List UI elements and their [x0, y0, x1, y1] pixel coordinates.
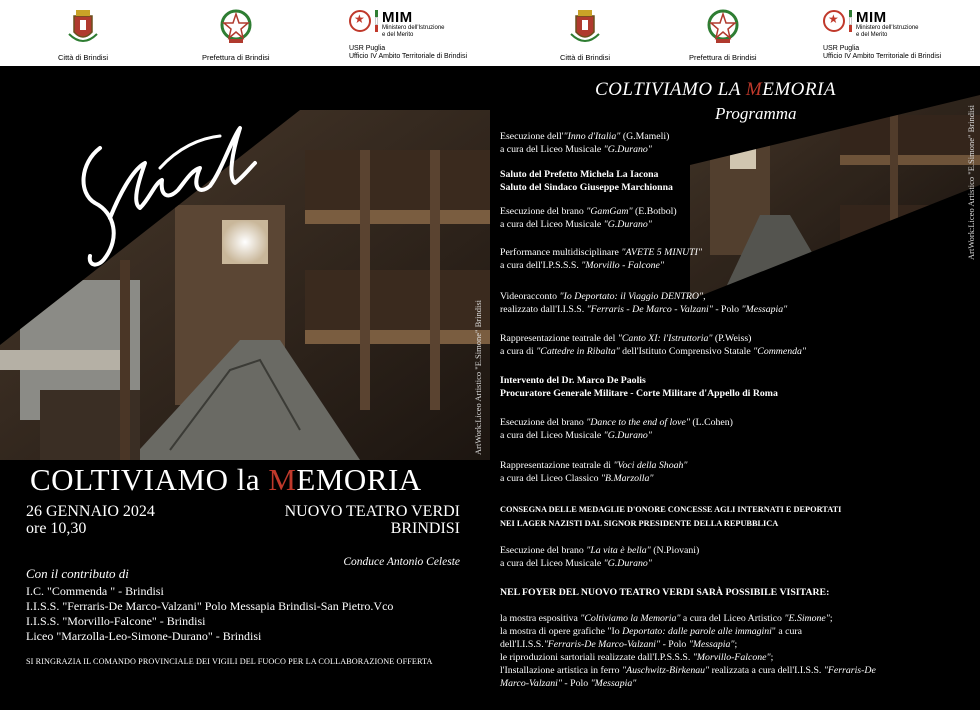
program-item: Esecuzione del brano "La vita è bella" (N.Piovani) — [500, 545, 700, 556]
logo-citta-brindisi — [560, 8, 610, 62]
program-item: Rappresentazione teatrale del "Canto XI: l'Istruttoria" (P.Weiss) — [500, 333, 752, 344]
program-item-detail: a cura di "Cattedre in Ribalta" dell'Istituto Comprensivo Statale "Commenda" — [500, 346, 807, 357]
program-item-detail: realizzato dall'I.I.S.S. "Ferraris - De Marco - Valzani" - Polo "Messapia" — [500, 304, 788, 315]
logo-caption: Prefettura di Brindisi — [689, 53, 757, 62]
program-title: COLTIVIAMO LA MEMORIA — [595, 79, 836, 100]
mim-subtitle-1: Ministero dell'Istruzione — [382, 25, 445, 31]
mim-title: MIM — [856, 9, 887, 26]
shoah-signature-logo — [60, 108, 260, 273]
foyer-heading: NEL FOYER DEL NUOVO TEATRO VERDI SARÀ POSSIBILE VISITARE: — [500, 587, 830, 598]
foyer-item: l'Installazione artistica in ferro "Auschwitz-Birkenau" realizzata a cura dell'I.I.S.S. "Ferraris-De — [500, 665, 876, 676]
program-item-detail: a cura del Liceo Classico "B.Marzolla" — [500, 473, 654, 484]
city-coat-of-arms-icon — [568, 8, 602, 46]
usr-office-2: Ufficio IV Ambito Territoriale di Brindisi — [349, 53, 468, 60]
logo-mim — [349, 10, 467, 61]
school-list — [26, 584, 393, 644]
barracks-photo-small — [690, 95, 980, 300]
event-date: 26 GENNAIO 2024 ore 10,30 — [26, 503, 155, 537]
program-item-detail: a cura del Liceo Musicale "G.Durano" — [500, 558, 652, 569]
usr-office-2: Ufficio IV Ambito Territoriale di Brindisi — [823, 53, 942, 60]
logo-mim — [823, 10, 941, 61]
list-item: Liceo "Marzolla-Leo-Simone-Durano" - Brindisi — [26, 629, 262, 643]
program-item: Esecuzione dell'"Inno d'Italia" (G.Mameli) — [500, 131, 670, 142]
usr-office-1: USR Puglia — [823, 45, 860, 52]
foyer-item: la mostra di opere grafiche "Io Deportato: dalle parole alle immagini" a cura — [500, 626, 803, 637]
program-item-detail: a cura dell'I.P.S.S.S. "Morvillo - Falcone" — [500, 260, 665, 271]
program-item: Esecuzione del brano "Dance to the end of love" (L.Cohen) — [500, 417, 733, 428]
mim-subtitle-2: e del Merito — [856, 32, 888, 38]
program-item-detail: a cura del Liceo Musicale "G.Durano" — [500, 219, 652, 230]
logo-caption: Città di Brindisi — [58, 53, 109, 62]
mim-subtitle-1: Ministero dell'Istruzione — [856, 25, 919, 31]
program-item: CONSEGNA DELLE MEDAGLIE D'ONORE CONCESSE AGLI INTERNATI E DEPORTATI — [500, 505, 842, 514]
star-emblem-icon — [349, 10, 371, 32]
program-item: Videoracconto "Io Deportato: il Viaggio DENTRO", — [500, 291, 706, 302]
program-item-detail: Saluto del Sindaco Giuseppe Marchionna — [500, 182, 673, 193]
contributors-heading: Con il contributo di — [26, 566, 129, 581]
foyer-item: Marco-Valzani" - Polo "Messapia" — [500, 678, 637, 689]
list-item: I.C. "Commenda " - Brindisi — [26, 584, 164, 598]
mim-subtitle-2: e del Merito — [382, 32, 414, 38]
usr-office-1: USR Puglia — [349, 45, 386, 52]
mim-title: MIM — [382, 9, 413, 26]
program-item: Performance multidisciplinare "AVETE 5 MINUTI" — [500, 247, 703, 258]
foyer-item: le riproduzioni sartoriali realizzate dall'I.P.S.S.S. "Morvillo-Falcone"; — [500, 652, 774, 663]
logo-prefettura — [202, 8, 270, 62]
logo-prefettura — [689, 8, 757, 62]
event-venue: NUOVO TEATRO VERDI BRINDISI — [284, 503, 460, 537]
program-item: Rappresentazione teatrale di "Voci della Shoah" — [500, 460, 688, 471]
event-title: COLTIVIAMO la MEMORIA — [30, 462, 422, 497]
artwork-credit: ArtWork:Liceo Artistico "E.Simone" Brindisi — [473, 300, 483, 455]
program-item: Intervento del Dr. Marco De Paolis — [500, 375, 646, 386]
republic-emblem-icon — [219, 8, 253, 46]
artwork-credit: ArtWork:Liceo Artistico "E.Simone" Brindisi — [966, 105, 976, 260]
logo-caption: Prefettura di Brindisi — [202, 53, 270, 62]
italian-flag-icon — [375, 10, 378, 32]
program-item: Esecuzione del brano "GamGam" (E.Botbol) — [500, 206, 677, 217]
republic-emblem-icon — [706, 8, 740, 46]
foyer-item: la mostra espositiva "Coltiviamo la Memoria" a cura del Liceo Artistico "E.Simone"; — [500, 613, 833, 624]
conduce-host: Conduce Antonio Celeste — [343, 556, 460, 568]
list-item: I.I.S.S. "Morvillo-Falcone" - Brindisi — [26, 614, 206, 628]
foyer-item: dell'I.I.S.S."Ferraris-De Marco-Valzani" - Polo "Messapia"; — [500, 639, 738, 650]
list-item: I.I.S.S. "Ferraris-De Marco-Valzani" Polo Messapia Brindisi-San Pietro.Vco — [26, 599, 394, 613]
program-subtitle: Programma — [715, 104, 797, 123]
header-right — [490, 0, 980, 66]
logo-caption: Città di Brindisi — [560, 53, 611, 62]
program-item: Saluto del Prefetto Michela La Iacona — [500, 169, 659, 180]
header-left — [0, 0, 490, 66]
right-page — [490, 0, 980, 710]
logo-citta-brindisi — [58, 8, 108, 62]
thanks-note: SI RINGRAZIA IL COMANDO PROVINCIALE DEI VIGILI DEL FUOCO PER LA COLLABORAZIONE OFFERTA — [26, 657, 433, 666]
star-emblem-icon — [823, 10, 845, 32]
city-coat-of-arms-icon — [66, 8, 100, 46]
italian-flag-icon — [849, 10, 852, 32]
program-item-detail: a cura del Liceo Musicale "G.Durano" — [500, 144, 652, 155]
program-item-detail: Procuratore Generale Militare - Corte Militare d'Appello di Roma — [500, 388, 778, 399]
program-item-detail: a cura del Liceo Musicale "G.Durano" — [500, 430, 652, 441]
program-item-detail: NEI LAGER NAZISTI DAL SIGNOR PRESIDENTE DELLA REPUBBLICA — [500, 519, 779, 528]
